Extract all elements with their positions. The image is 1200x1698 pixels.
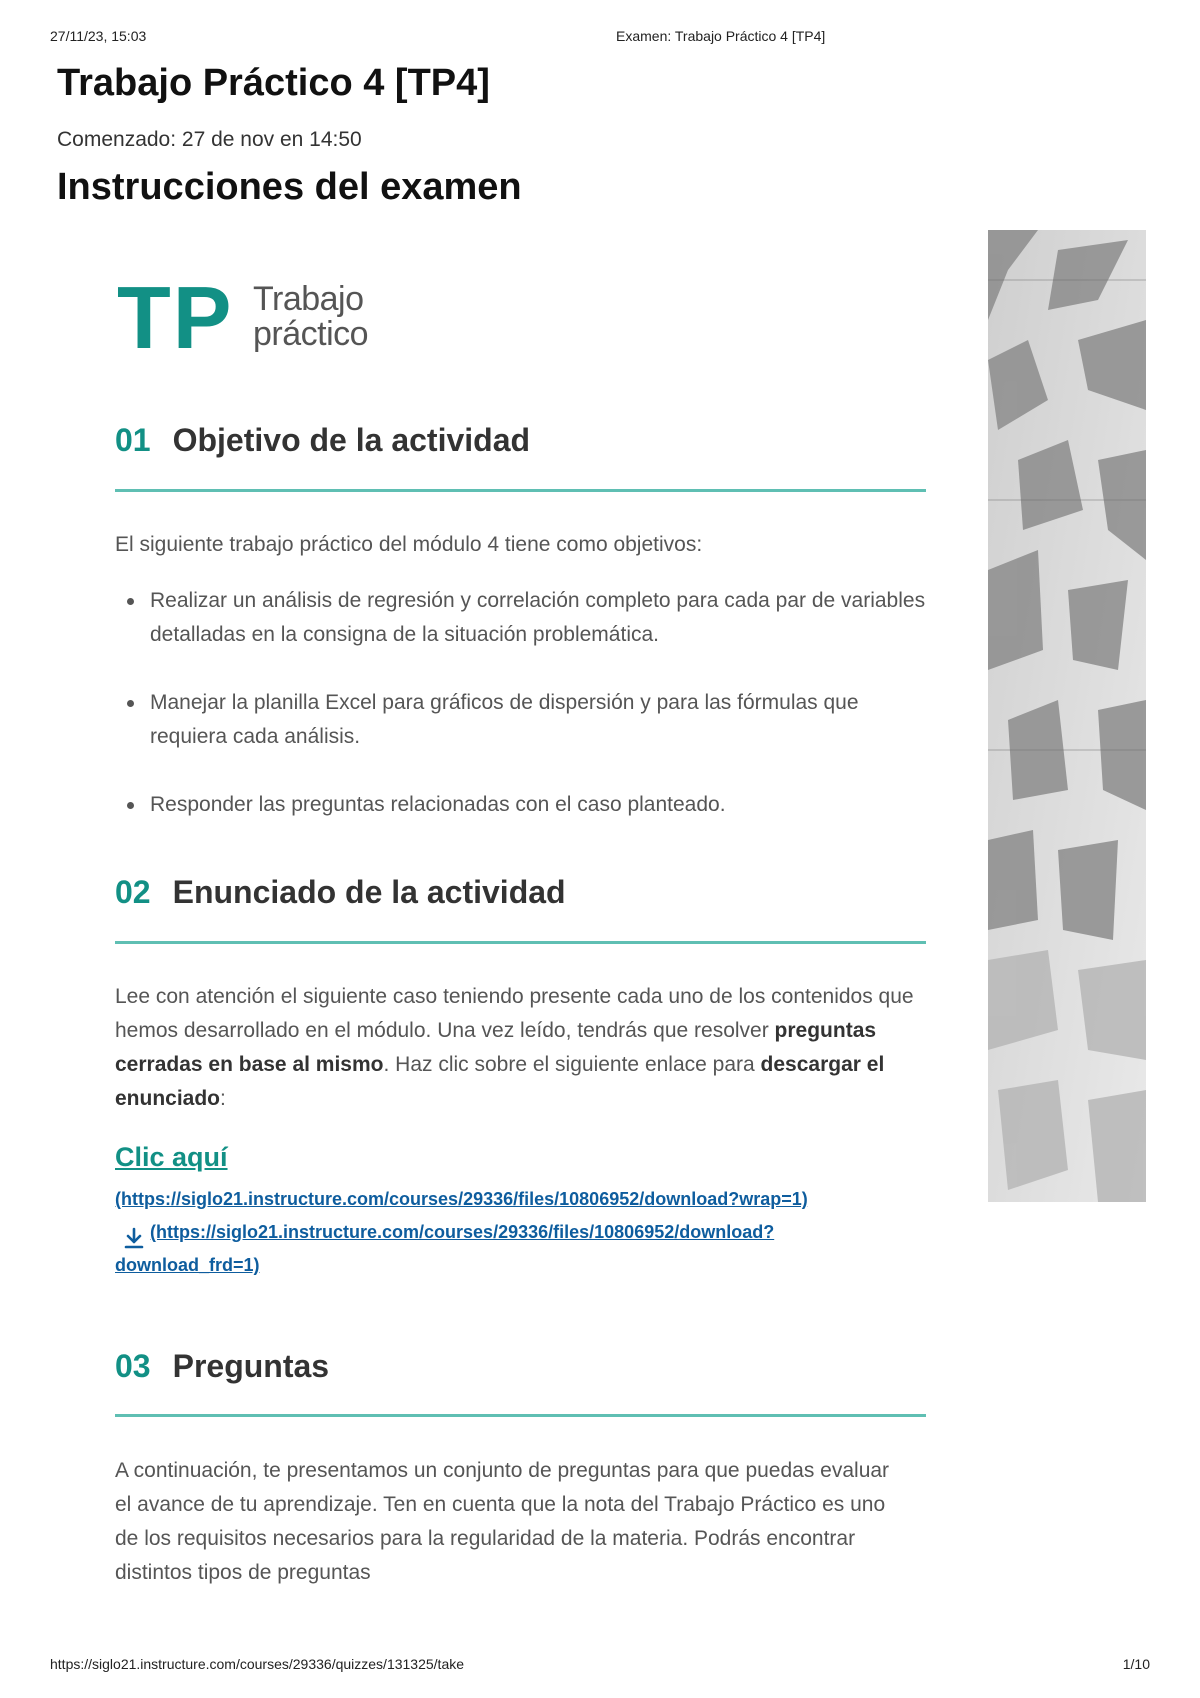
preguntas-text: A continuación, te presentamos un conjunto de preguntas para que puedas evaluar el avance de tu aprendizaje. Ten en cuenta que la nota del Trabajo Práctico es uno de los requisitos necesarios para la regularidad de la materia. Podrás encontrar distintos tipos de preguntas [115,1459,890,1584]
download-link-url-frd-cont[interactable]: download_frd=1) [115,1255,260,1275]
section-heading-enunciado [115,874,566,911]
download-link-clic-aqui[interactable]: Clic aquí [115,1142,228,1172]
download-icon[interactable] [122,1226,146,1250]
section-heading-objetivo [115,422,530,459]
print-doc-title: Examen: Trabajo Práctico 4 [TP4] [616,28,826,44]
print-footer-url: https://siglo21.instructure.com/courses/29336/quizzes/131325/take [50,1656,465,1672]
section-heading-preguntas [115,1348,329,1385]
list-item: Realizar un análisis de regresión y correlación completo para cada par de variables detalladas en la consigna de la situación problemática. [115,584,935,652]
decorative-architecture-image [988,230,1146,1202]
section-divider [115,1414,926,1417]
section-title: Enunciado de la actividad [172,874,566,910]
section-title: Objetivo de la actividad [172,422,531,458]
download-link-url-frd[interactable]: (https://siglo21.instructure.com/courses/29336/files/10806952/download? [150,1222,775,1242]
download-link-url-wrap[interactable]: (https://siglo21.instructure.com/courses/29336/files/10806952/download?wrap=1) [115,1189,808,1209]
bullet-icon [127,700,134,707]
tp-logo [117,268,397,367]
objectives-intro: El siguiente trabajo práctico del módulo 4 tiene como objetivos: [115,533,703,556]
tp-logo-text: Trabajo práctico [253,280,369,353]
section-number: 03 [115,1348,151,1384]
enunciado-text: Lee con atención el siguiente caso teniendo presente cada uno de los contenidos que hemos desarrollado en el módulo. Una vez leído, tendrás que resolver preguntas cerradas en base al mismo. Haz clic sobre el siguiente enlace para descargar el enunciado: [115,985,914,1110]
section-divider [115,489,926,492]
page-counter: 1/10 [1122,1656,1150,1672]
bullet-icon [127,802,134,809]
section-title: Preguntas [172,1348,330,1384]
print-date: 27/11/23, 15:03 [50,28,147,44]
section-divider [115,941,926,944]
section-number: 02 [115,874,151,910]
section-number: 01 [115,422,151,458]
list-item: Responder las preguntas relacionadas con el caso planteado. [115,788,935,822]
started-timestamp: Comenzado: 27 de nov en 14:50 [57,128,362,151]
list-item: Manejar la planilla Excel para gráficos de dispersión y para las fórmulas que requiera cada análisis. [115,686,935,754]
tp-logo-letters: TP [117,268,234,367]
print-header [50,28,1150,48]
page-title: Trabajo Práctico 4 [TP4] [57,62,490,104]
objectives-list [115,584,935,856]
bullet-icon [127,598,134,605]
instructions-title: Instrucciones del examen [57,166,522,208]
